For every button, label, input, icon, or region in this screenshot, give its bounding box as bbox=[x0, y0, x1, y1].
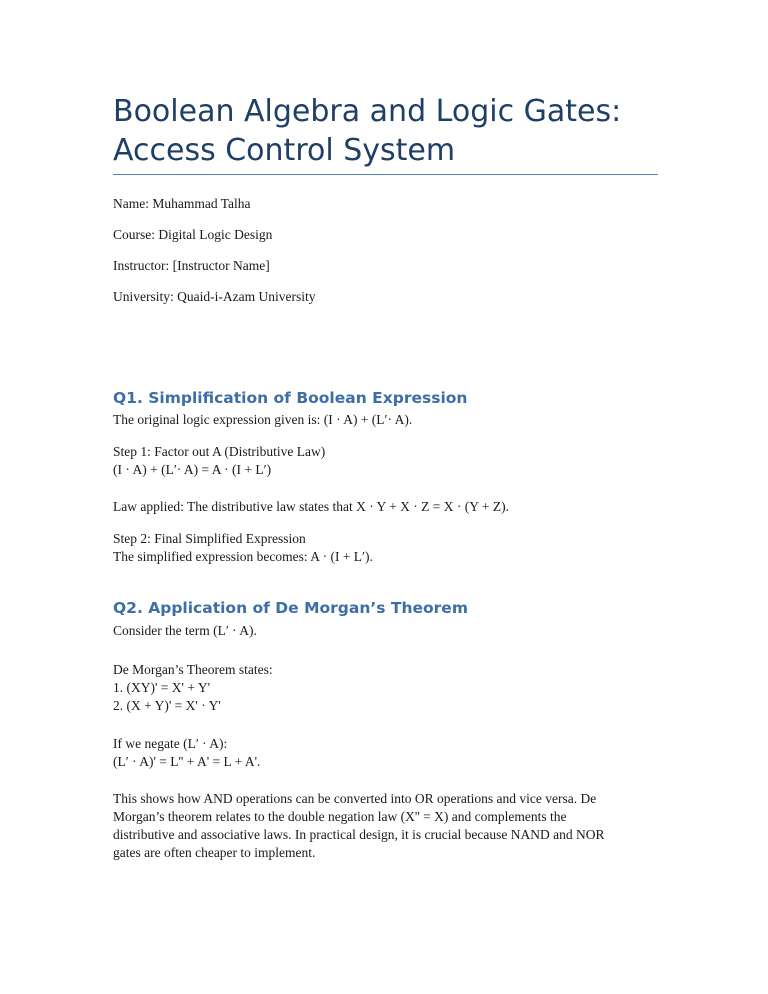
q2-negate-title: If we negate (L′ · A): bbox=[113, 736, 228, 751]
title-block bbox=[113, 92, 658, 170]
q1-heading: Q1. Simplification of Boolean Expression bbox=[113, 389, 468, 407]
meta-university: University: Quaid-i-Azam University bbox=[113, 289, 316, 304]
q2-conclusion-line-3: distributive and associative laws. In practical design, it is crucial because NAND and NOR bbox=[113, 827, 605, 842]
q2-rule-2: 2. (X + Y)' = X' · Y' bbox=[113, 698, 221, 713]
title-line-2: Access Control System bbox=[113, 133, 456, 168]
meta-instructor: Instructor: [Instructor Name] bbox=[113, 258, 270, 273]
q2-rule-1: 1. (XY)' = X' + Y' bbox=[113, 680, 211, 695]
q1-intro: The original logic expression given is: (I · A) + (L′· A). bbox=[113, 412, 413, 427]
q2-conclusion-line-2: Morgan’s theorem relates to the double negation law (X'' = X) and complements the bbox=[113, 809, 567, 824]
meta-name: Name: Muhammad Talha bbox=[113, 196, 251, 211]
q1-step1-title: Step 1: Factor out A (Distributive Law) bbox=[113, 444, 326, 459]
q1-step2-expression: The simplified expression becomes: A · (I + L′). bbox=[113, 549, 373, 564]
q1-step2-title: Step 2: Final Simplified Expression bbox=[113, 531, 306, 546]
q1-law-applied: Law applied: The distributive law states that X · Y + X · Z = X · (Y + Z). bbox=[113, 499, 509, 514]
title-divider bbox=[113, 174, 658, 175]
q2-conclusion-line-4: gates are often cheaper to implement. bbox=[113, 845, 316, 860]
title-line-1: Boolean Algebra and Logic Gates: bbox=[113, 94, 622, 129]
document-title bbox=[113, 92, 658, 170]
meta-course: Course: Digital Logic Design bbox=[113, 227, 273, 242]
q1-step1-expression: (I · A) + (L′· A) = A · (I + L′) bbox=[113, 462, 272, 477]
q2-heading: Q2. Application of De Morgan’s Theorem bbox=[113, 599, 468, 617]
q2-negate-expression: (L′ · A)' = L'' + A' = L + A'. bbox=[113, 754, 261, 769]
q2-theorem-title: De Morgan’s Theorem states: bbox=[113, 662, 273, 677]
q2-conclusion-line-1: This shows how AND operations can be converted into OR operations and vice versa. De bbox=[113, 791, 597, 806]
q2-intro: Consider the term (L′ · A). bbox=[113, 623, 257, 638]
